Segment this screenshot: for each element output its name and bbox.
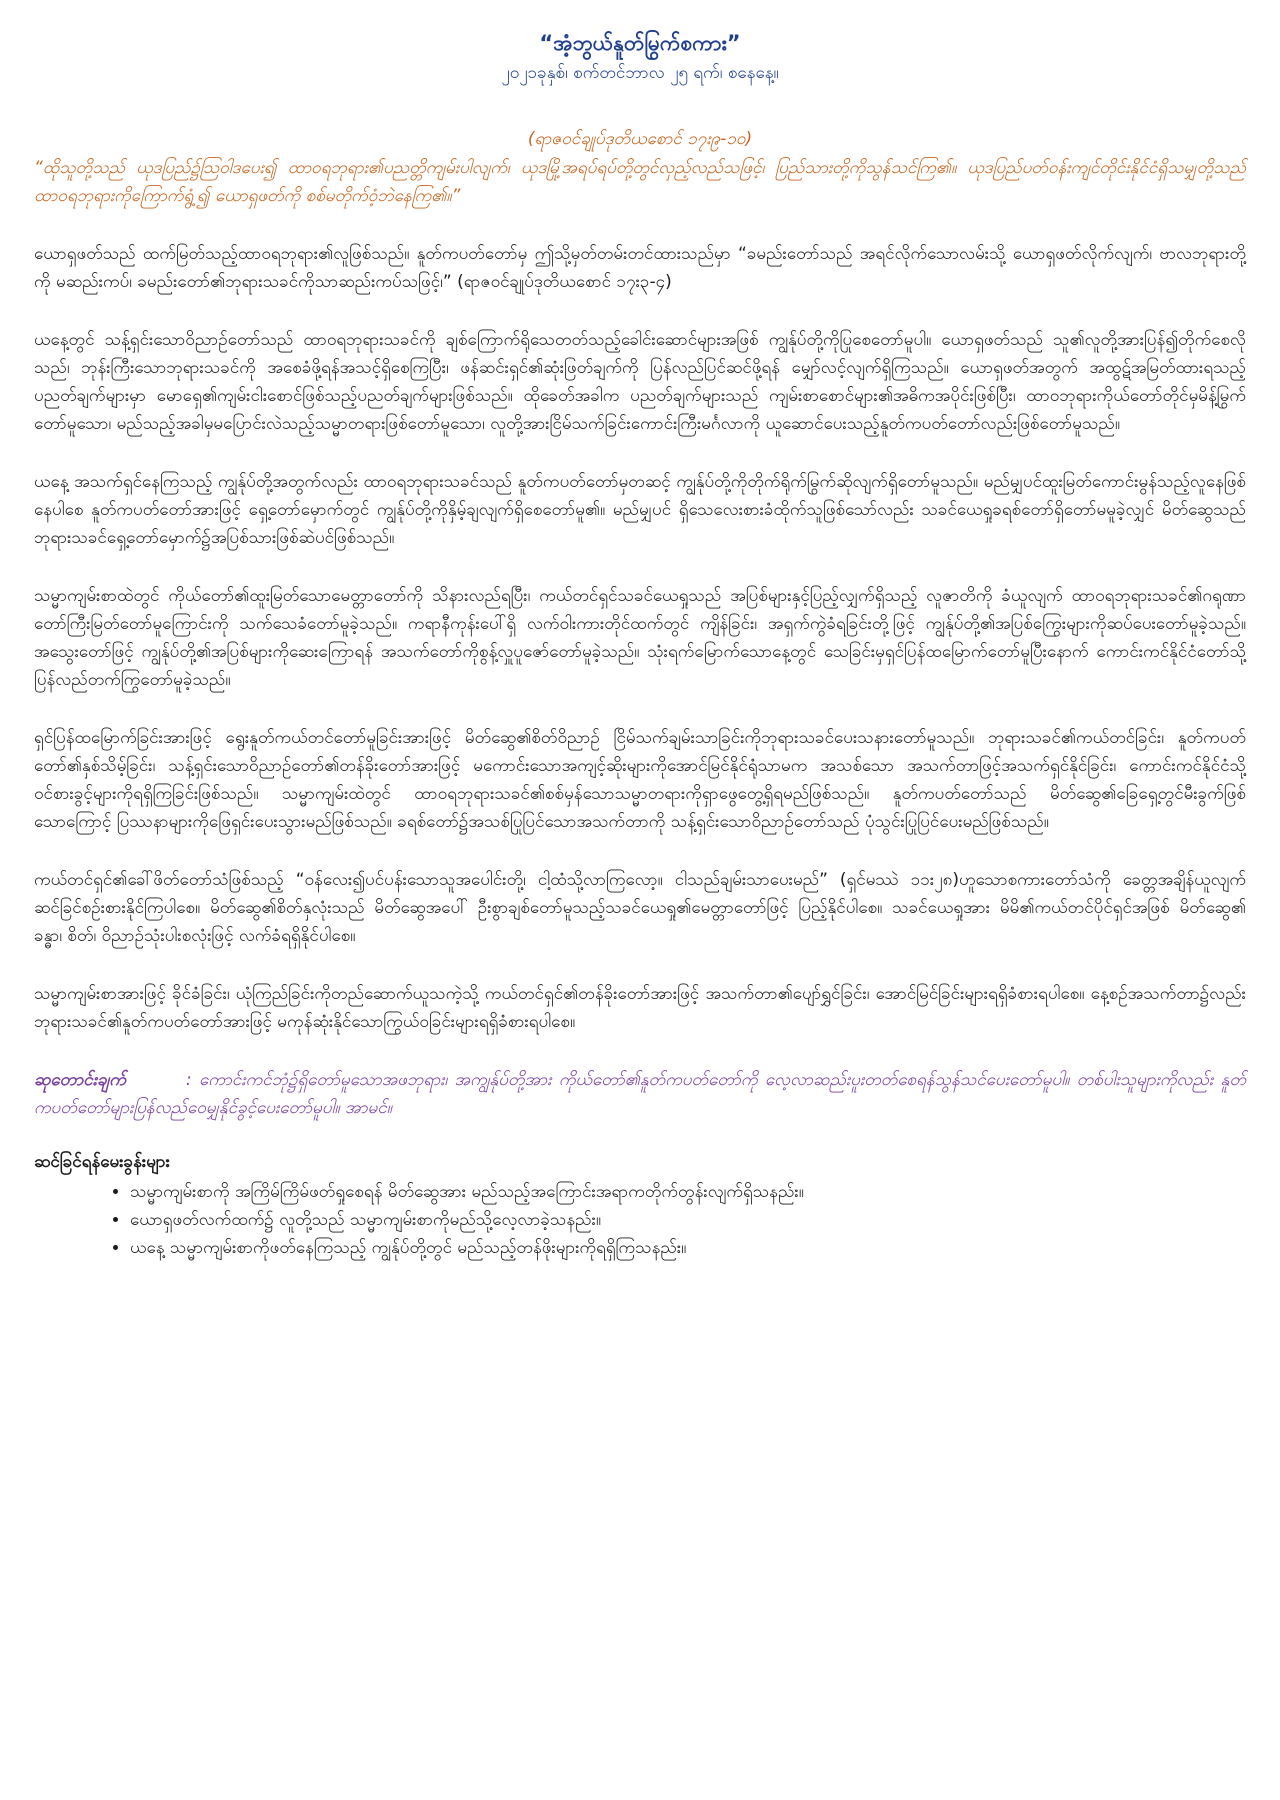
prayer — [34, 1066, 1246, 1122]
questions-list — [34, 1178, 1246, 1262]
verse-text: “ထိုသူတို့သည် ယုဒပြည်၌ဩဝါဒပေး၍ ထာဝရဘုရား၏ပညတ္တိကျမ်းပါလျက်၊ ယုဒမြို့အရပ်ရပ်တို့တွင်လှည့်လည်သဖြင့်၊ ပြည်သားတို့ကိုသွန်သင်ကြ၏။ ယုဒပြည်ပတ်ဝန်းကျင်တိုင်းနိုင်ငံရှိသမျှတို့သည် ထာဝရဘုရားကိုကြောက်ရွံ့၍ ယောရှဖတ်ကို စစ်မတိုက်ဝံ့ဘဲနေကြ၏။” — [34, 158, 1246, 206]
page-date: ၂၀၂၁ခုနှစ်၊ စက်တင်ဘာလ ၂၅ ရက်၊ စနေနေ့။ — [501, 63, 779, 83]
paragraph-7: သမ္မာကျမ်းစာအားဖြင့် ခိုင်ခံခြင်း၊ ယုံကြည်ခြင်းကိုတည်ဆောက်ယူသကဲ့သို့ ကယ်တင်ရှင်၏တန်ခိုးတော်အားဖြင့် အသက်တာ၏ပျော်ရွှင်ခြင်း၊ အောင်မြင်ခြင်းများရရှိခံစားရပါစေ။ နေ့စဉ်အသက်တာ၌လည်း ဘုရားသခင်၏နူတ်ကပတ်တော်အားဖြင့် မကုန်ဆုံးနိုင်သောကြွယ်ဝခြင်းများရရှိခံစားရပါစေ။ — [34, 984, 1246, 1032]
question-item: • ယောရှဖတ်လက်ထက်၌ လူတို့သည် သမ္မာကျမ်းစာကိုမည်သို့လေ့လာခဲ့သနည်း။ — [130, 1206, 1246, 1234]
prayer-label: ဆုတောင်းချက် — [34, 1070, 126, 1090]
paragraph-5: ရှင်ပြန်ထမြောက်ခြင်းအားဖြင့် ရွေးနူတ်ကယ်တင်တော်မူခြင်းအားဖြင့် မိတ်ဆွေ၏စိတ်ဝိညာဉ် ငြိမ်သက်ချမ်းသာခြင်းကိုဘုရားသခင်ပေးသနားတော်မူသည်။ ဘုရားသခင်၏ကယ်တင်ခြင်း၊ နူတ်ကပတ်တော်၏နှစ်သိမ့်ခြင်း၊ သန့်ရှင်းသောဝိညာဉ်တော်၏တန်ခိုးတော်အားဖြင့် မကောင်းသောအကျင့်ဆိုးများကိုအောင်မြင်နိုင်ရုံသာမက အသစ်သော အသက်တာဖြင့်အသက်ရှင်နိုင်ခြင်း၊ ကောင်းကင်နိုင်ငံသို့ဝင်စားခွင့်များကိုရရှိကြခြင်းဖြစ်သည်။ သမ္မာကျမ်းထဲတွင် ထာဝရဘုရားသခင်၏စစ်မှန်သောသမ္မာတရားကိုရှာဖွေတွေ့ရှိရမည်ဖြစ်သည်။ နူတ်ကပတ်တော်သည် မိတ်ဆွေ၏ခြေရှေ့တွင်မီးခွက်ဖြစ်သောကြောင့် ပြဿနာများကိုဖြေရှင်းပေးသွားမည်ဖြစ်သည်။ ခရစ်တော်၌အသစ်ပြုပြင်သောအသက်တာကို သန့်ရှင်းသောဝိညာဉ်တော်သည် ပုံသွင်းပြုပြင်ပေးမည်ဖြစ်သည်။ — [34, 728, 1246, 832]
question-item: • သမ္မာကျမ်းစာကို အကြိမ်ကြိမ်ဖတ်ရှုစေရန် မိတ်ဆွေအား မည်သည့်အကြောင်းအရာကတိုက်တွန်းလျက်ရှိသနည်း။ — [130, 1178, 1246, 1206]
paragraph-1: ယောရှဖတ်သည် ထက်မြတ်သည့်ထာဝရဘုရား၏လူဖြစ်သည်။ နူတ်ကပတ်တော်မှ ဤသို့မှတ်တမ်းတင်ထားသည်မှာ “ခမည်းတော်သည် အရင်လိုက်သောလမ်းသို့ ယောရှဖတ်လိုက်လျက်၊ ဗာလဘုရားတို့ကို မဆည်းကပ်၊ ခမည်းတော်၏ဘုရားသခင်ကိုသာဆည်းကပ်သဖြင့်၊” (ရာဇဝင်ချုပ်ဒုတိယစောင် ၁၇း၃-၄) — [34, 244, 1246, 292]
verse-reference: (ရာဇဝင်ချုပ်ဒုတိယစောင် ၁၇း၉-၁၀) — [527, 129, 753, 149]
paragraph-2: ယနေ့တွင် သန့်ရှင်းသောဝိညာဉ်တော်သည် ထာဝရဘုရားသခင်ကို ချစ်ကြောက်ရိုသေတတ်သည့်ခေါင်းဆောင်များအဖြစ် ကျွန်ုပ်တို့ကိုပြုစေတော်မူပါ။ ယောရှဖတ်သည် သူ၏လူတို့အားပြန်၍တိုက်စေလိုသည်၊ ဘုန်းကြီးသောဘုရားသခင်ကို အစေခံဖို့ရန်အသင့်ရှိစေကြပြီး၊ ဖန်ဆင်းရှင်၏ဆုံးဖြတ်ချက်ကို ပြန်လည်ပြင်ဆင်ဖို့ရန် မျှော်လင့်လျက်ရှိကြသည်။ ယောရှဖတ်အတွက် အထွဋ်အမြတ်ထားရသည့်ပညတ်ချက်များမှာ မောရှေ၏ကျမ်းငါးစောင်ဖြစ်သည့်ပညတ်ချက်များဖြစ်သည်။ ထိုခေတ်အခါက ပညတ်ချက်များသည် ကျမ်းစာစောင်များ၏အဓိကအပိုင်းဖြစ်ပြီး၊ ထာဝဘုရားကိုယ်တော်တိုင်မှမိန့်မြွက်တော်မူသော၊ မည်သည့်အခါမှမပြောင်းလဲသည့်သမ္မာတရားဖြစ်တော်မူသော၊ လူတို့အားငြိမ်သက်ခြင်းကောင်းကြီးမင်္ဂလာကို ယူဆောင်ပေးသည့်နူတ်ကပတ်တော်လည်းဖြစ်တော်မူသည်။ — [34, 330, 1246, 434]
prayer-text: : ကောင်းကင်ဘုံ၌ရှိတော်မူသောအဖဘုရား၊ အကျွန်ုပ်တို့အား ကိုယ်တော်၏နူတ်ကပတ်တော်ကို လေ့လာဆည်းပူးတတ်စေရန်သွန်သင်ပေးတော်မူပါ။ တစ်ပါးသူများကိုလည်း နူတ်ကပတ်တော်များပြန်လည်ဝေမျှနိုင်ခွင့်ပေးတော်မူပါ။ အာမင်။ — [34, 1070, 1246, 1118]
paragraph-4: သမ္မာကျမ်းစာထဲတွင် ကိုယ်တော်၏ထူးမြတ်သောမေတ္တာတော်ကို သိနားလည်ရပြီး၊ ကယ်တင်ရှင်သခင်ယေရှုသည် အပြစ်များနှင့်ပြည့်လျှက်ရှိသည့် လူဇာတိကို ခံယူလျက် ထာဝရဘုရားသခင်၏ဂရုဏာတော်ကြီးမြတ်တော်မူကြောင်းကို သက်သေခံတော်မူခဲ့သည်။ ကရာနီကုန်းပေါ်ရှိ လက်ဝါးကားတိုင်ထက်တွင် ကျိန်ခြင်း၊ အရှက်ကွဲခံရခြင်းတို့ဖြင့် ကျွန်ုပ်တို့၏အပြစ်ကြွေးများကိုဆပ်ပေးတော်မူခဲ့သည်။ အသွေးတော်ဖြင့် ကျွန်ုပ်တို့၏အပြစ်များကိုဆေးကြောရန် အသက်တော်ကိုစွန့်လှူပူဇော်တော်မူခဲ့သည်။ သုံးရက်မြောက်သောနေ့တွင် သေခြင်းမှရှင်ပြန်ထမြောက်တော်မူပြီးနောက် ကောင်းကင်နိုင်ငံတော်သို့ ပြန်လည်တက်ကြွတော်မူခဲ့သည်။ — [34, 586, 1246, 690]
paragraph-6: ကယ်တင်ရှင်၏ခေါ်ဖိတ်တော်သံဖြစ်သည့် “ဝန်လေး၍ပင်ပန်းသောသူအပေါင်းတို့၊ ငါ့ထံသို့လာကြလော့။ ငါသည်ချမ်းသာပေးမည်” (ရှင်မဿဲ ၁၁း၂၈)ဟူသောစကားတော်သံကို ခေတ္တအချိန်ယူလျက်ဆင်ခြင်စဉ်းစားနိုင်ကြပါစေ။ မိတ်ဆွေ၏စိတ်နှလုံးသည် မိတ်ဆွေအပေါ် ဦးစွာချစ်တော်မူသည့်သခင်ယေရှု၏မေတ္တာတော်ဖြင့် ပြည့်နိုင်ပါစေ။ သခင်ယေရှုအား မိမိ၏ကယ်တင်ပိုင်ရှင်အဖြစ် မိတ်ဆွေ၏ ခန္ဓာ၊ စိတ်၊ ဝိညာဉ်သုံးပါးစလုံးဖြင့် လက်ခံရရှိနိုင်ပါစေ။ — [34, 870, 1246, 946]
page-title: “အံ့ဘွယ်နူတ်မြွက်စကား” — [539, 31, 741, 55]
paragraph-3: ယနေ့ အသက်ရှင်နေကြသည့် ကျွန်ုပ်တို့အတွက်လည်း ထာဝရဘုရားသခင်သည် နူတ်ကပတ်တော်မှတဆင့် ကျွန်ုပ်တို့ကိုတိုက်ရိုက်မြွက်ဆိုလျက်ရှိတော်မူသည်။ မည်မျှပင်ထူးမြတ်ကောင်းမွန်သည့်လူနေဖြစ်နေပါစေ နူတ်ကပတ်တော်အားဖြင့် ရှေ့တော်မှောက်တွင် ကျွန်ုပ်တို့ကိုနှိမ့်ချလျက်ရှိစေတော်မူ၏။ မည်မျှပင် ရှိသေလေးစားခံထိုက်သူဖြစ်သော်လည်း သခင်ယေရှုခရစ်တော်ရှိတော်မမူခဲ့လျှင် မိတ်ဆွေသည် ဘုရားသခင်ရှေ့တော်မှောက်၌အပြစ်သားဖြစ်ဆဲပင်ဖြစ်သည်။ — [34, 472, 1246, 548]
question-item: • ယနေ့ သမ္မာကျမ်းစာကိုဖတ်နေကြသည့် ကျွန်ုပ်တို့တွင် မည်သည့်တန်ဖိုးများကိုရရှိကြသနည်း။ — [130, 1234, 1246, 1262]
questions-title: ဆင်ခြင်ရန်မေးခွန်းများ — [34, 1152, 170, 1172]
